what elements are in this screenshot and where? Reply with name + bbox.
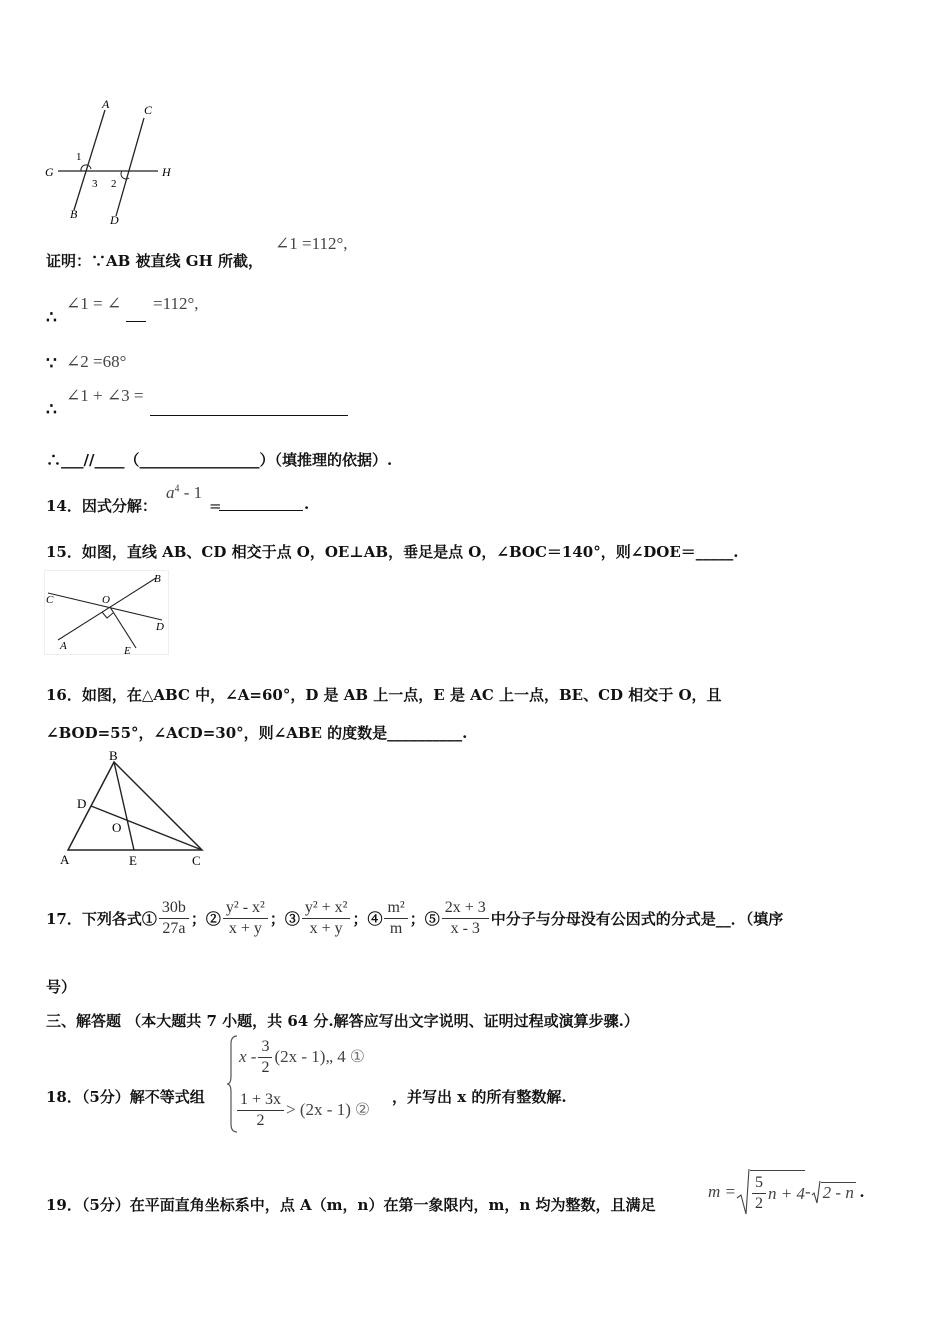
q17-f2-num: y² - x² [223, 898, 268, 919]
q18-row2-den: 2 [256, 1111, 265, 1129]
q14-equals: = [209, 497, 222, 515]
parallel-lines-figure [40, 98, 180, 228]
label-angle-3: 3 [92, 178, 98, 190]
q14-prefix: 14．因式分解： [46, 497, 157, 515]
q17-fraction-1 [159, 898, 189, 939]
label-A: A [102, 98, 110, 111]
q19-radical-2: 2 - n [822, 1182, 854, 1202]
q15-label-A: A [60, 640, 67, 652]
q16-label-A: A [60, 852, 70, 867]
q16-label-D: D [77, 796, 87, 811]
q16-line-1: 16．如图，在△ABC 中，∠A=60°，D 是 AB 上一点，E 是 AC 上一点，BE、CD 相交于 O，且 [46, 686, 722, 704]
q17-f3-num: y² + x² [302, 898, 351, 919]
q14-math [166, 483, 202, 503]
q17-sep-4: ；④ [352, 909, 383, 928]
proof-line-4-therefore: ∴ [46, 400, 57, 420]
q16-label-E: E [129, 853, 137, 868]
q15-figure [44, 570, 169, 655]
q19-prefix: 19．（5分）在平面直角坐标系中，点 A（m，n）在第一象限内，m，n 均为整数，且满足 [46, 1196, 656, 1214]
q17-f4-num: m² [384, 898, 407, 919]
q16-triangle-figure [58, 750, 218, 870]
q15-label-O: O [102, 594, 110, 606]
proof-line-2-blank[interactable] [126, 321, 146, 322]
q19-rad1-tail: n + 4 [768, 1183, 805, 1203]
proof-line-4-blank[interactable] [150, 415, 348, 416]
q17-fraction-5 [442, 898, 489, 939]
q14-var: a [166, 483, 175, 502]
q18-row1-den: 2 [261, 1058, 270, 1076]
q17-fraction-4 [384, 898, 407, 939]
q18-row-1 [239, 1034, 365, 1080]
q17-f1-den: 27a [162, 919, 186, 937]
q17-sep-2: ；② [190, 909, 221, 928]
q17-f4-den: m [389, 919, 403, 937]
q15-label-D: D [156, 621, 164, 633]
label-H: H [162, 165, 171, 179]
proof-line-1-text: 证明：∵AB 被直线 GH 所截， [46, 252, 263, 270]
q17-line-1 [46, 894, 783, 942]
q18-row-2 [235, 1087, 370, 1133]
q19-radical-sign-1 [736, 1168, 750, 1216]
q19-frac-num: 5 [752, 1173, 766, 1194]
q17-f5-num: 2x + 3 [442, 898, 489, 919]
proof-line-1-math: ∠1 =112°, [275, 234, 348, 253]
q18-row1-num: 3 [258, 1037, 272, 1058]
q16-label-C: C [192, 853, 201, 868]
q19-minus: - [804, 1182, 811, 1201]
q17-suffix: 中分子与分母没有公因式的分式是__．（填序 [490, 909, 784, 928]
q18-row2-num: 1 + 3x [237, 1090, 284, 1111]
q18-row1-b: (2x - 1)„ 4 [274, 1047, 346, 1066]
q18-prefix: 18．（5分）解不等式组 [46, 1088, 205, 1106]
q17-fraction-3 [302, 898, 351, 939]
q15-label-B: B [154, 573, 161, 585]
q17-f1-num: 30b [159, 898, 189, 919]
label-C: C [144, 103, 153, 117]
q19-radical-1 [750, 1170, 805, 1217]
q14-answer-blank[interactable] [219, 510, 303, 511]
q17-prefix: 17．下列各式① [46, 909, 157, 928]
q15-text: 15．如图，直线 AB、CD 相交于点 O，OE⊥AB，垂足是点 O，∠BOC＝140°，则∠DOE＝_____. [46, 543, 739, 561]
q17-f2-den: x + y [228, 919, 262, 937]
q19-frac-den: 2 [755, 1195, 763, 1212]
proof-line-5: ∴___//____（________________）（填推理的依据）. [46, 451, 393, 469]
q18-row2-fraction [237, 1090, 284, 1131]
q17-fraction-2 [223, 898, 268, 939]
proof-line-1 [46, 250, 263, 271]
q18-row2-circle: ② [354, 1100, 371, 1119]
label-G: G [45, 165, 54, 179]
q19-fraction [752, 1173, 766, 1214]
label-angle-2: 2 [111, 178, 117, 190]
label-angle-1: 1 [76, 151, 82, 163]
label-B: B [70, 207, 78, 221]
label-D: D [110, 213, 119, 227]
q16-label-B: B [109, 750, 118, 763]
q17-sep-3: ；③ [269, 909, 300, 928]
q19-m-eq: m = [708, 1182, 736, 1201]
proof-line-3-because: ∵ [46, 354, 57, 374]
section-3-title: 三、解答题 （本大题共 7 小题，共 64 分.解答应写出文字说明、证明过程或演算步骤.） [46, 1012, 639, 1030]
q17-f5-den: x - 3 [450, 919, 480, 937]
q15-label-C: C [46, 594, 54, 606]
q18-row1-a: x - [239, 1047, 257, 1066]
q16-label-O: O [112, 820, 122, 835]
q19-equation [708, 1168, 864, 1216]
q19-end: . [859, 1182, 865, 1201]
q14-exponent: 4 [174, 483, 180, 495]
q17-f3-den: x + y [309, 919, 343, 937]
proof-line-2-therefore: ∴ [46, 308, 57, 328]
q15-label-E: E [124, 645, 131, 655]
proof-line-3-math: ∠2 =68° [66, 352, 127, 371]
proof-line-2-math-b: =112°, [153, 294, 199, 313]
q14-end: . [304, 495, 310, 513]
q18-suffix: ，并写出 x 的所有整数解. [392, 1088, 567, 1106]
q18-row1-circle: ① [349, 1047, 365, 1066]
q18-row2-b: > (2x - 1) [286, 1100, 351, 1119]
q16-line-2: ∠BOD=55°，∠ACD=30°，则∠ABE 的度数是__________. [46, 724, 468, 742]
proof-line-2-math-a: ∠1 = ∠ [66, 294, 122, 313]
q18-row1-fraction [258, 1037, 272, 1078]
q14-tail: - 1 [179, 483, 203, 502]
proof-line-4-math: ∠1 + ∠3 = [66, 386, 144, 405]
q19-radical-sign-2 [811, 1180, 821, 1204]
q17-line-2: 号） [46, 978, 77, 996]
q17-sep-5: ；⑤ [409, 909, 440, 928]
